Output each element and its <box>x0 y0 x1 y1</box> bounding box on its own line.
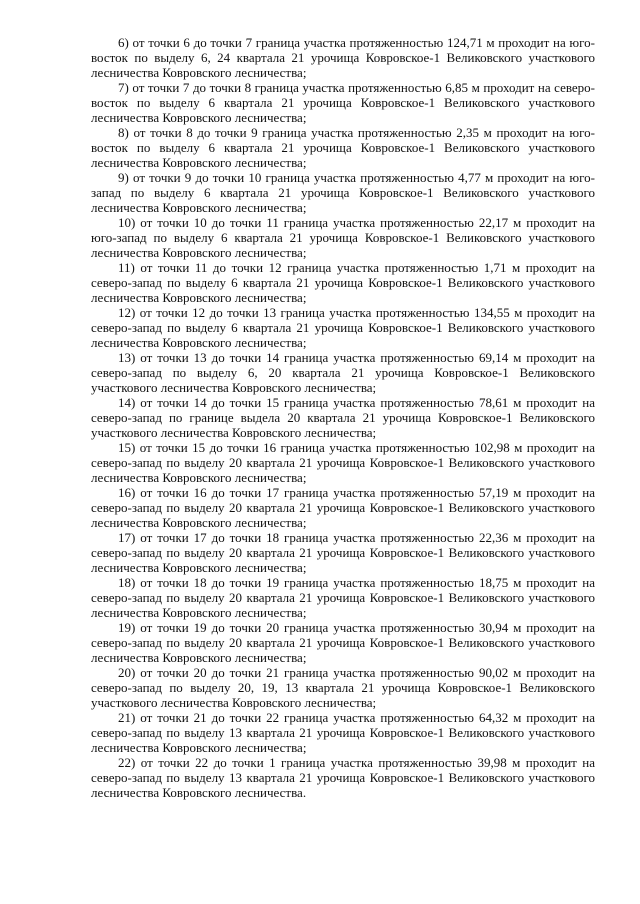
paragraph-20: 20) от точки 20 до точки 21 граница участка протяженностью 90,02 м проходит на северо-запад по выделу 20, 19, 13 квартала 21 урочища Ковровское-1 Великовского участкового лесничества Ковровского лесничества; <box>91 665 595 710</box>
paragraph-10: 10) от точки 10 до точки 11 граница участка протяженностью 22,17 м проходит на юго-запад по выделу 6 квартала 21 урочища Ковровское-1 Великовского участкового лесничества Ковровского лесничества; <box>91 215 595 260</box>
paragraph-13: 13) от точки 13 до точки 14 граница участка протяженностью 69,14 м проходит на северо-запад по выделу 6, 20 квартала 21 урочища Ковровское-1 Великовского участкового лесничества Ковровского лесничества; <box>91 350 595 395</box>
paragraph-22: 22) от точки 22 до точки 1 граница участка протяженностью 39,98 м проходит на северо-запад по выделу 13 квартала 21 урочища Ковровское-1 Великовского участкового лесничества Ковровского лесничества. <box>91 755 595 800</box>
document-body <box>91 35 595 800</box>
paragraph-11: 11) от точки 11 до точки 12 граница участка протяженностью 1,71 м проходит на северо-запад по выделу 6 квартала 21 урочища Ковровское-1 Великовского участкового лесничества Ковровского лесничества; <box>91 260 595 305</box>
paragraph-14: 14) от точки 14 до точки 15 граница участка протяженностью 78,61 м проходит на северо-запад по границе выдела 20 квартала 21 урочища Ковровское-1 Великовского участкового лесничества Ковровского лесничества; <box>91 395 595 440</box>
paragraph-9: 9) от точки 9 до точки 10 граница участка протяженностью 4,77 м проходит на юго-запад по выделу 6 квартала 21 урочища Ковровское-1 Великовского участкового лесничества Ковровского лесничества; <box>91 170 595 215</box>
paragraph-8: 8) от точки 8 до точки 9 граница участка протяженностью 2,35 м проходит на юго-восток по выделу 6 квартала 21 урочища Ковровское-1 Великовского участкового лесничества Ковровского лесничества; <box>91 125 595 170</box>
paragraph-12: 12) от точки 12 до точки 13 граница участка протяженностью 134,55 м проходит на северо-запад по выделу 6 квартала 21 урочища Ковровское-1 Великовского участкового лесничества Ковровского лесничества; <box>91 305 595 350</box>
paragraph-18: 18) от точки 18 до точки 19 граница участка протяженностью 18,75 м проходит на северо-запад по выделу 20 квартала 21 урочища Ковровское-1 Великовского участкового лесничества Ковровского лесничества; <box>91 575 595 620</box>
paragraph-6: 6) от точки 6 до точки 7 граница участка протяженностью 124,71 м проходит на юго-восток по выделу 6, 24 квартала 21 урочища Ковровское-1 Великовского участкового лесничества Ковровского лесничества; <box>91 35 595 80</box>
paragraph-7: 7) от точки 7 до точки 8 граница участка протяженностью 6,85 м проходит на северо-восток по выделу 6 квартала 21 урочища Ковровское-1 Великовского участкового лесничества Ковровского лесничества; <box>91 80 595 125</box>
paragraph-19: 19) от точки 19 до точки 20 граница участка протяженностью 30,94 м проходит на северо-запад по выделу 20 квартала 21 урочища Ковровское-1 Великовского участкового лесничества Ковровского лесничества; <box>91 620 595 665</box>
paragraph-21: 21) от точки 21 до точки 22 граница участка протяженностью 64,32 м проходит на северо-запад по выделу 13 квартала 21 урочища Ковровское-1 Великовского участкового лесничества Ковровского лесничества; <box>91 710 595 755</box>
paragraph-15: 15) от точки 15 до точки 16 граница участка протяженностью 102,98 м проходит на северо-запад по выделу 20 квартала 21 урочища Ковровское-1 Великовского участкового лесничества Ковровского лесничества; <box>91 440 595 485</box>
paragraph-17: 17) от точки 17 до точки 18 граница участка протяженностью 22,36 м проходит на северо-запад по выделу 20 квартала 21 урочища Ковровское-1 Великовского участкового лесничества Ковровского лесничества; <box>91 530 595 575</box>
paragraph-16: 16) от точки 16 до точки 17 граница участка протяженностью 57,19 м проходит на северо-запад по выделу 20 квартала 21 урочища Ковровское-1 Великовского участкового лесничества Ковровского лесничества; <box>91 485 595 530</box>
